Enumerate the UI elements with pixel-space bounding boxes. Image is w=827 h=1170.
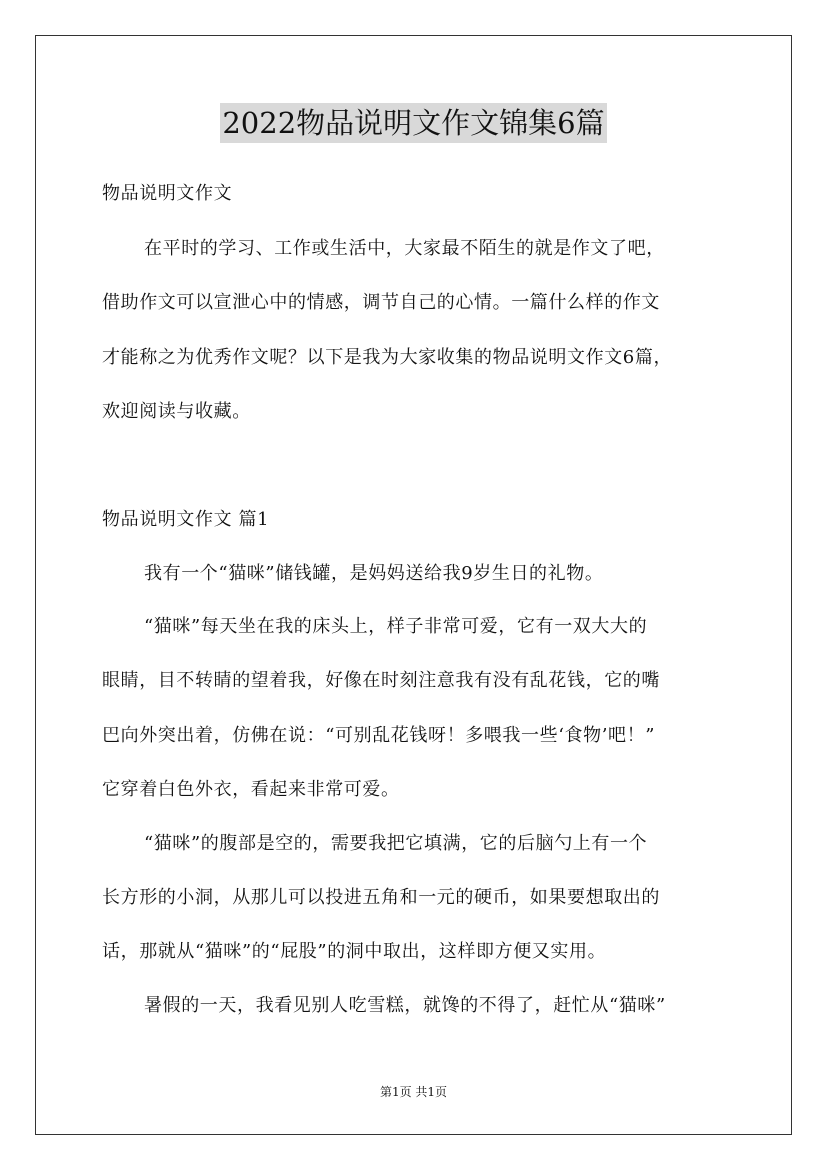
part1-line-5: 它穿着白色外衣，看起来非常可爱。: [102, 779, 400, 800]
section-heading: 物品说明文作文: [102, 183, 233, 204]
page-footer: 第1页 共1页: [379, 1085, 448, 1099]
intro-line-1: 在平时的学习、工作或生活中，大家最不陌生的就是作文了吧，: [144, 238, 665, 259]
intro-line-2: 借助作文可以宣泄心中的情感，调节自己的心情。一篇什么样的作文: [102, 292, 660, 313]
title-container: [0, 103, 827, 143]
part1-line-8: 话，那就从“猫咪”的“屁股”的洞中取出，这样即方便又实用。: [102, 941, 607, 962]
part1-heading: 物品说明文作文 篇1: [102, 509, 270, 530]
part1-line-9: 暑假的一天，我看见别人吃雪糕，就馋的不得了，赶忙从“猫咪”: [144, 995, 666, 1016]
part1-line-4: 巴向外突出着，仿佛在说：“可别乱花钱呀！多喂我一些‘食物’吧！”: [102, 725, 656, 746]
document-title: 2022物品说明文作文锦集6篇: [220, 103, 606, 143]
part1-line-3: 眼睛，目不转睛的望着我，好像在时刻注意我有没有乱花钱，它的嘴: [102, 670, 660, 691]
intro-line-3: 才能称之为优秀作文呢？以下是我为大家收集的物品说明文作文6篇，: [102, 347, 673, 368]
part1-line-2: “猫咪”每天坐在我的床头上，样子非常可爱，它有一双大大的: [144, 616, 648, 637]
part1-line-6: “猫咪”的腹部是空的，需要我把它填满，它的后脑勺上有一个: [144, 833, 648, 854]
intro-line-4: 欢迎阅读与收藏。: [102, 401, 251, 422]
part1-line-1: 我有一个“猫咪”储钱罐，是妈妈送给我9岁生日的礼物。: [144, 563, 604, 584]
part1-line-7: 长方形的小洞，从那儿可以投进五角和一元的硬币，如果要想取出的: [102, 887, 660, 908]
